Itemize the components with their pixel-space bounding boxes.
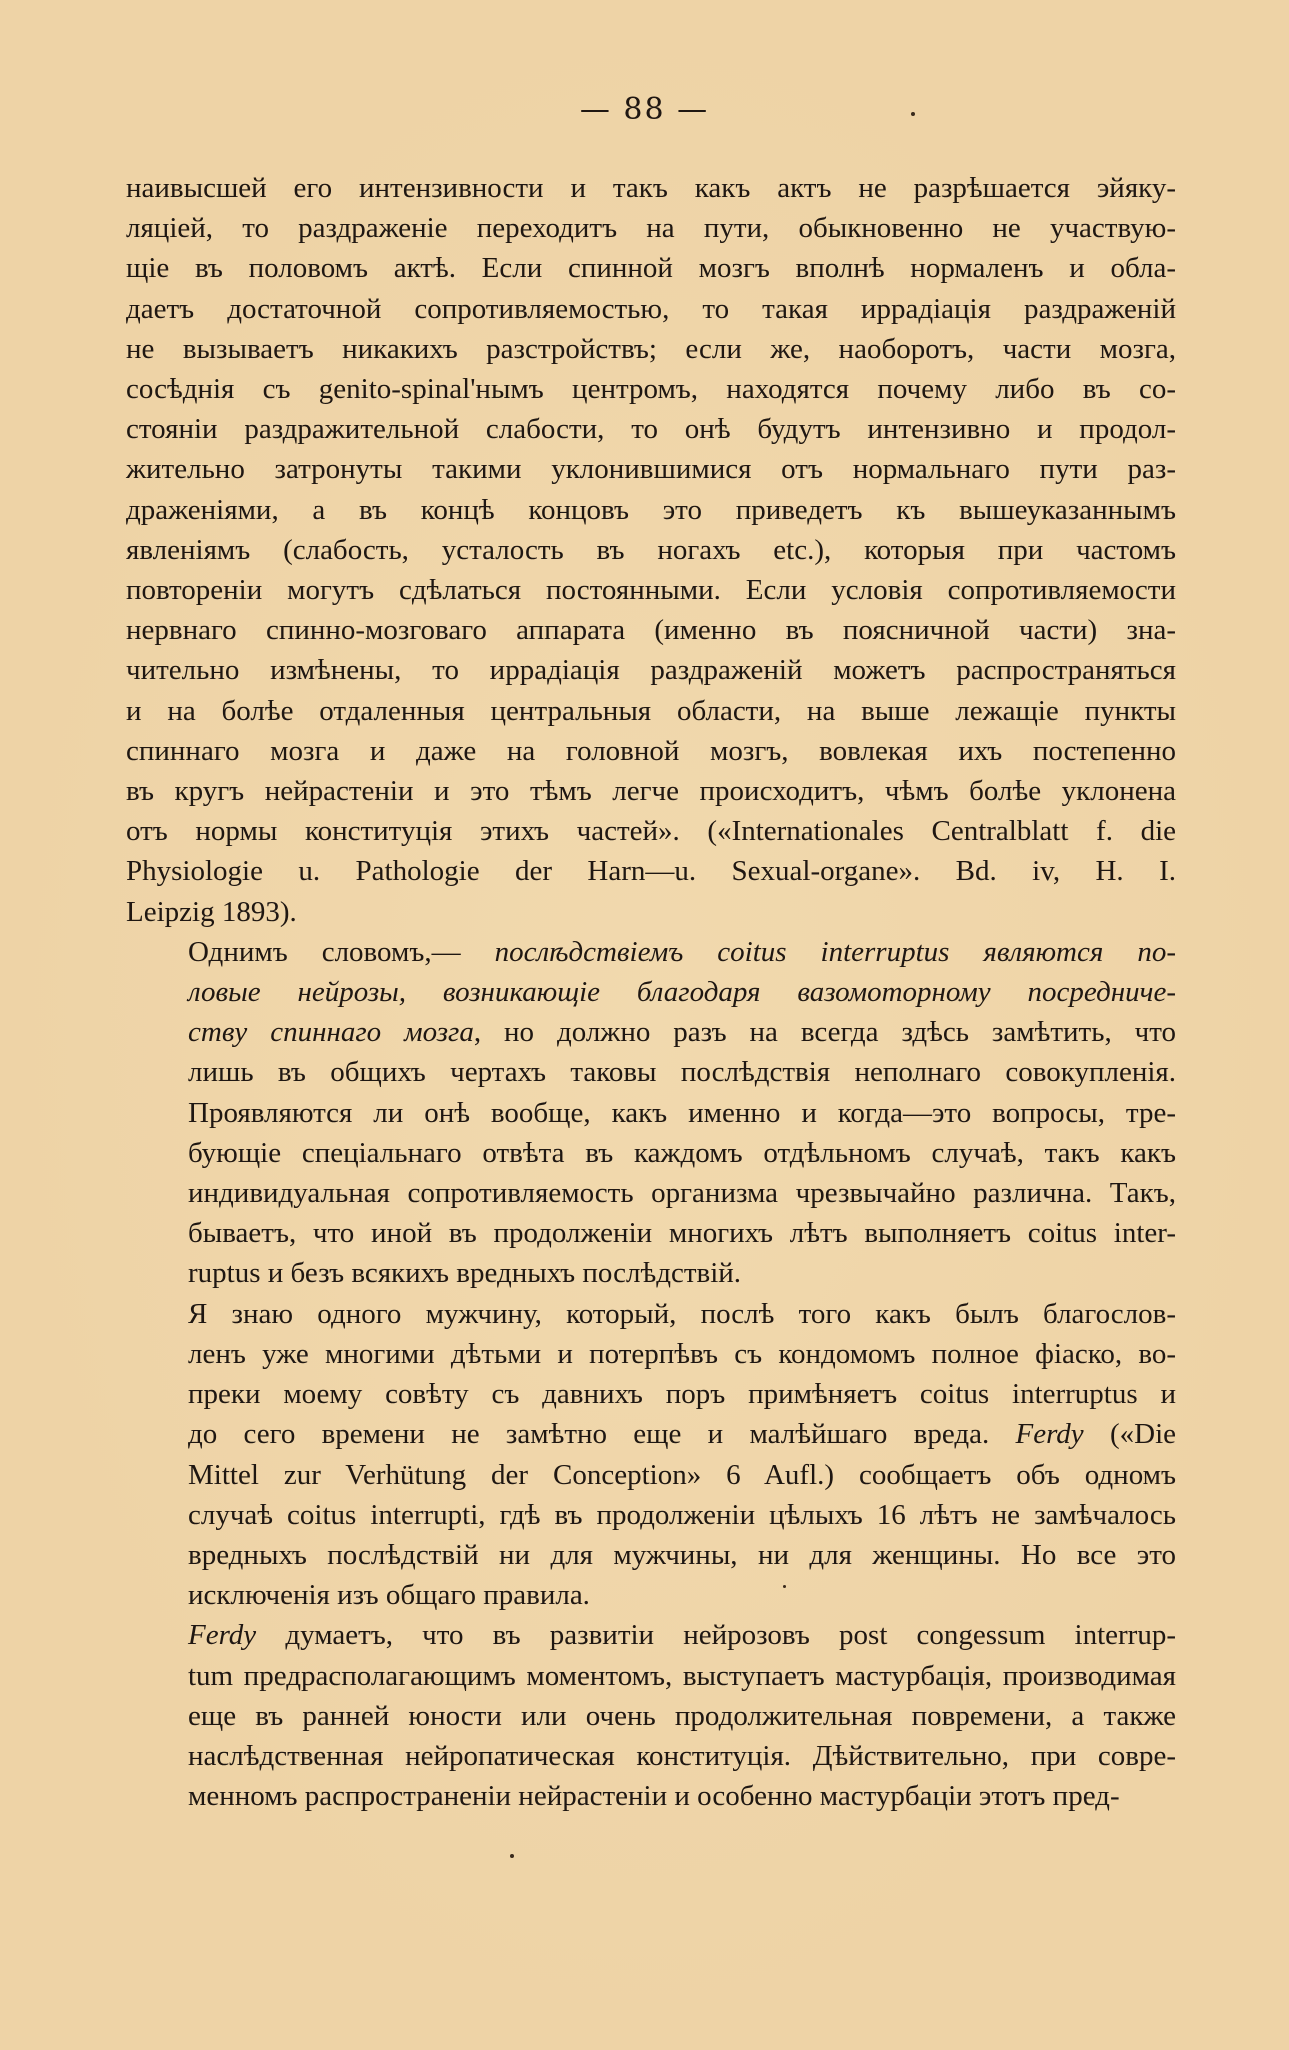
text-line: не вызываетъ никакихъ разстройствъ; если же, наоборотъ, части мозга, <box>126 332 1176 365</box>
text-line: драженіями, а въ концѣ концовъ это приведетъ къ вышеуказаннымъ <box>126 493 1176 526</box>
text-line: жительно затронуты такими уклонившимися отъ нормальнаго пути раз- <box>126 453 1176 486</box>
text-line: бываетъ, что иной въ продолженіи многихъ лѣтъ выполняетъ coitus inter- <box>188 1217 1176 1250</box>
print-speck <box>911 112 915 116</box>
text-line: tum предрасполагающимъ моментомъ, выступаетъ мастурбація, производимая <box>188 1659 1176 1692</box>
text-run: думаетъ, что въ развитіи нейрозовъ post congessum interrup- <box>256 1619 1176 1652</box>
paragraph <box>126 1294 1176 1616</box>
text-line: преки моему совѣту съ давнихъ поръ примѣняетъ coitus interruptus и <box>188 1378 1176 1411</box>
italic-run: ловые нейрозы, возникающіе благодаря вазомоторному посредниче- <box>188 976 1176 1009</box>
text-line: Leipzig 1893). <box>126 895 297 928</box>
text-line <box>126 1012 1176 1052</box>
italic-run: Ferdy <box>1015 1418 1084 1451</box>
text-line: стояніи раздражительной слабости, то онѣ будутъ интензивно и продол- <box>126 413 1176 446</box>
text-line: наслѣдственная нейропатическая конституція. Дѣйствительно, при совре- <box>188 1739 1176 1772</box>
print-speck <box>783 1585 786 1588</box>
text-line: явленіямъ (слабость, усталость въ ногахъ etc.), которыя при частомъ <box>126 533 1176 566</box>
text-run: , но должно разъ на всегда здѣсь замѣтить, что <box>473 1016 1176 1049</box>
text-line: Проявляются ли онѣ вообще, какъ именно и когда—это вопросы, тре- <box>188 1096 1176 1129</box>
text-line: нервнаго спинно-мозговаго аппарата (именно въ поясничной части) зна- <box>126 614 1176 647</box>
text-line: случаѣ coitus interrupti, гдѣ въ продолженіи цѣлыхъ 16 лѣтъ не замѣчалось <box>188 1498 1176 1531</box>
text-line: щіе въ половомъ актѣ. Если спинной мозгъ вполнѣ нормаленъ и обла- <box>126 252 1176 285</box>
text-line <box>126 1615 1176 1655</box>
body-text <box>126 168 1176 1816</box>
text-line: отъ нормы конституція этихъ частей». («Internationales Centralblatt f. die <box>126 815 1176 848</box>
text-line: еще въ ранней юности или очень продолжительная повремени, а также <box>188 1699 1176 1732</box>
text-line <box>126 932 1176 972</box>
print-speck <box>510 1854 514 1858</box>
text-line: чительно измѣнены, то иррадіація раздраженій можетъ распространяться <box>126 654 1176 687</box>
text-line <box>126 1414 1176 1454</box>
text-line: Physiologie u. Pathologie der Harn—u. Sexual-organe». Bd. iv, H. I. <box>126 855 1176 888</box>
text-line: даетъ достаточной сопротивляемостью, то такая иррадіація раздраженій <box>126 292 1176 325</box>
text-run: Однимъ словомъ,— <box>188 935 495 968</box>
text-line: наивысшей его интензивности и такъ какъ актъ не разрѣшается эйяку- <box>126 172 1176 204</box>
text-line: сосѣднія съ genito-spinal'нымъ центромъ, находятся почему либо въ со- <box>126 373 1176 406</box>
text-line: повтореніи могутъ сдѣлаться постоянными. Если условія сопротивляемости <box>126 574 1176 607</box>
paragraph <box>126 932 1176 1294</box>
text-run: до сего времени не замѣтно еще и малѣйшаго вреда. <box>188 1418 1016 1451</box>
text-line: Я знаю одного мужчину, который, послѣ того какъ былъ благослов- <box>188 1297 1176 1330</box>
paragraph <box>126 1615 1176 1816</box>
text-line: въ кругъ нейрастеніи и это тѣмъ легче происходитъ, чѣмъ болѣе уклонена <box>126 775 1176 808</box>
text-line: Mittel zur Verhütung der Conception» 6 Aufl.) сообщаетъ объ одномъ <box>188 1458 1176 1491</box>
text-line: вредныхъ послѣдствій ни для мужчины, ни для женщины. Но все это <box>188 1538 1176 1571</box>
text-line: спиннаго мозга и даже на головной мозгъ, вовлекая ихъ постепенно <box>126 734 1176 767</box>
text-run: («Die <box>1083 1418 1177 1451</box>
italic-run: послѣдствіемъ coitus interruptus являются по- <box>494 935 1176 968</box>
italic-run: ству спиннаго мозга <box>188 1016 474 1049</box>
text-line: индивидуальная сопротивляемость организма чрезвычайно различна. Такъ, <box>188 1177 1176 1210</box>
text-line: исключенія изъ общаго правила. <box>188 1579 590 1612</box>
text-line: ruptus и безъ всякихъ вредныхъ послѣдствій. <box>188 1257 742 1290</box>
text-line: лишь въ общихъ чертахъ таковы послѣдствія неполнаго совокупленія. <box>188 1056 1176 1089</box>
text-line: и на болѣе отдаленныя центральныя области, на выше лежащіе пункты <box>126 694 1176 727</box>
text-line: бующіе спеціальнаго отвѣта въ каждомъ отдѣльномъ случаѣ, такъ какъ <box>188 1136 1176 1169</box>
text-line: ленъ уже многими дѣтьми и потерпѣвъ съ кондомомъ полное фіаско, во- <box>188 1337 1176 1370</box>
text-line <box>126 972 1176 1012</box>
page-number: — 88 — <box>579 92 710 127</box>
text-line: ляціей, то раздраженіе переходитъ на пути, обыкновенно не участвую- <box>126 212 1176 245</box>
italic-run: Ferdy <box>188 1619 257 1652</box>
paragraph <box>126 168 1176 932</box>
text-line: менномъ распространеніи нейрастеніи и особенно мастурбаціи этотъ пред- <box>188 1780 1120 1813</box>
